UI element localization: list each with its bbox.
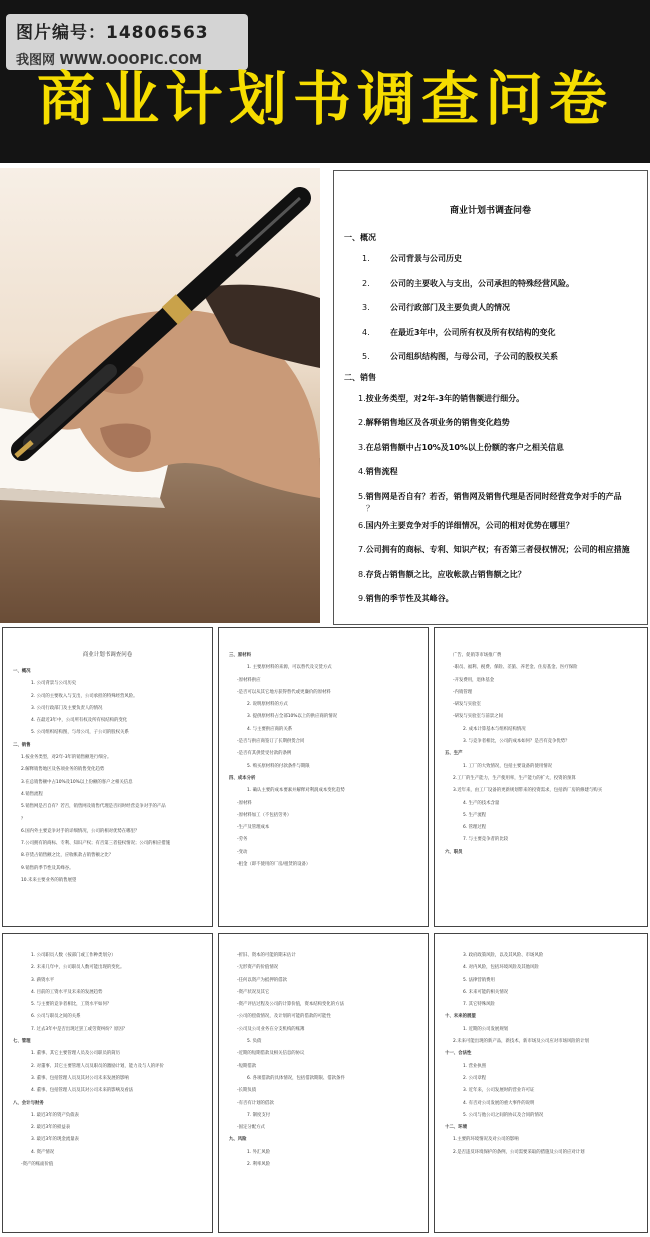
banner-title: 商业计划书调查问卷 <box>36 65 613 133</box>
page-text-line: -是否有其供货受付款的条例 <box>237 751 292 757</box>
list-item <box>362 321 647 346</box>
banner-header <box>0 0 650 163</box>
list-item <box>358 460 647 485</box>
list-item <box>358 514 647 539</box>
page-text-line: 4. 董事、包括管理人员及其对公司未来的影响及看法 <box>31 1088 134 1094</box>
page-text-line: 7. 与主要竞争者的比较 <box>463 837 509 843</box>
page-text-line: 4. 对内风险，包括环境风险及其他风险 <box>463 965 539 971</box>
list-item <box>362 296 647 321</box>
page-text-line: 五、生产 <box>445 751 463 757</box>
page-text-line: 5. 与主要的竞争者相比，工资水平如何？ <box>31 1002 112 1008</box>
item-number: 9. <box>358 594 366 603</box>
doc-title: 商业计划书调查问卷 <box>449 206 531 216</box>
page-title: 商业计划书调查问卷 <box>82 652 133 658</box>
list-item <box>362 247 647 272</box>
item-number: 2. <box>362 278 370 288</box>
page-text-line: 二、销售 <box>13 742 31 748</box>
page-text-line: -劳务 <box>237 837 248 843</box>
page-text-line: 广告、促销等市场推广费 <box>453 653 502 658</box>
item-number: 5. <box>362 352 370 361</box>
item-text: 公司组织结构图，与母公司，子公司的股权关系 <box>389 352 558 361</box>
page-text-line: 1. 主要原材料的来源，可以替代及交货方式 <box>247 665 332 671</box>
page-lines <box>229 950 418 1171</box>
page-text-line: -无形资产的价值情况 <box>237 965 279 971</box>
thumbnail-page-1 <box>2 627 213 927</box>
item-number: 3. <box>362 303 370 312</box>
item-number: 4. <box>362 327 370 337</box>
item-text: 公司行政部门及主要负责人的情况 <box>389 303 510 312</box>
page-text-line: 5. 公司组织结构图，与母公司，子公司的股权关系 <box>31 730 129 736</box>
page-text-line: 1. 确认主要的成本要素并解释对利润成本变化趋势 <box>247 788 345 794</box>
page-lines <box>13 950 202 1171</box>
item-number: 1. <box>358 393 366 403</box>
page-text-line: 3. 政府政策风险，以及其风险、市场风险 <box>463 953 544 958</box>
page-text-line: 5.销售网是否自有？若否，销售网及销售代理是否同时经营竞争对手的产品 <box>21 804 166 810</box>
page-text-line: 2. 成本计算基本与组织结构情况 <box>463 726 526 732</box>
page-text-line: 5. 负债 <box>247 1039 262 1045</box>
page-lines <box>229 650 418 871</box>
page-text-line: -长期负债 <box>237 1088 257 1094</box>
page-text-line: -固定分配方式 <box>237 1125 265 1131</box>
page-text-line: -短期借款 <box>237 1063 257 1069</box>
page-text-line: 4. 在最近3年中，公司所有权及所有权结构的变化 <box>31 718 128 724</box>
page-text-line: -原材料供应 <box>237 677 261 683</box>
item-number: 3. <box>358 442 366 452</box>
watermark-site: 我图网 WWW.OOOPIC.COM <box>16 53 202 68</box>
page-text-line: 3. 与竞争者相比，公司的成本如何？是否有竞争优势？ <box>463 739 570 745</box>
page-text-line: 2. 未来几年中，公司职员人数可能出现的变化。 <box>31 965 125 971</box>
page-text-line: 2.是否违反环境保护的条例，公司需要采取的措施及公司的应对计划 <box>453 1149 585 1155</box>
questionnaire-page-main <box>333 170 648 625</box>
thumbnail-page-4 <box>2 933 213 1233</box>
item-text: 在总销售额中占10%及10%以上份额的客户之相关信息 <box>365 442 564 452</box>
page-text-line: -开发费用，退休基金 <box>453 677 495 683</box>
page-text-line: 1. 公司职员人数（按部门或工作种类划分） <box>31 953 116 958</box>
page-text-line: 2. 公司章程 <box>463 1075 487 1081</box>
thumbnail-page-6 <box>434 933 648 1233</box>
page-text-line: 2.未来可能出现的新产品，新技术，新市场及公司应对市场风险的计划 <box>453 1039 589 1045</box>
list-item <box>358 387 647 412</box>
page-text-line: 6. 管理过程 <box>463 825 487 831</box>
item-number: 5. <box>358 491 366 501</box>
item-text: 公司的主要收入与支出，公司承担的特殊经营风险。 <box>389 278 574 288</box>
thumbnail-page-2 <box>218 627 429 927</box>
section-heading-overview: 一、概况 <box>344 233 376 242</box>
item-number: 1. <box>362 254 370 263</box>
page-text-line: 6.国内外主要竞争对手的详细情况，公司的相对优势在哪里？ <box>21 828 140 834</box>
item-text: 解释销售地区及各项业务的销售变化趋势 <box>365 418 510 427</box>
page-text-line: 十二、环境 <box>445 1125 467 1131</box>
list-item <box>358 411 647 436</box>
page-text-line: 2. 说明原材料的方式 <box>247 702 288 708</box>
page-text-line: 2.工厂的生产能力，生产使用率，生产能力的扩大，投资的预算 <box>453 775 576 781</box>
item-number: 2. <box>358 418 366 427</box>
page-text-line: -内销管理 <box>453 689 473 695</box>
page-text-line: -近期的短期借款及相关信息的协议 <box>237 1051 305 1057</box>
page-text-line: 1.按业务类型，对2年-3年的销售额进行细分。 <box>21 755 112 761</box>
page-text-line: 6. 各项借款的具体情况，包括借款期限、借款条件 <box>247 1075 345 1081</box>
item-number: 7. <box>358 545 366 554</box>
page-text-line: 4. 生产的技术含量 <box>463 800 500 806</box>
page-text-line: 2. 利率风险 <box>247 1162 271 1168</box>
page-text-line: 1. 董事、其它主要管理人员及公司职员的简历 <box>31 1051 121 1057</box>
page-text-line: -研发与实验室 <box>453 702 481 708</box>
page-text-line: 1. 近期的公司发展规划 <box>463 1026 509 1032</box>
page-text-line: -折旧、资本的可能的期末估计 <box>237 953 296 958</box>
page-text-line: 2. 公司的主要收入与支出，公司承担的特殊经营风险。 <box>31 693 138 699</box>
page-text-line: ？ <box>21 816 26 822</box>
page-text-line: 2.解释销售地区及各项业务的销售变化趋势 <box>21 767 105 773</box>
page-text-line: -租金（即不使用的厂房/租赁的设备） <box>237 862 311 868</box>
page-text-line: 1. 最近3年的资产负债表 <box>31 1112 79 1118</box>
page-text-line: -有否有计划的借款 <box>237 1100 274 1106</box>
page-text-line: 1. 营业执照 <box>463 1063 487 1069</box>
page-text-line: -公司及公司业务在分支机构的账簿 <box>237 1026 305 1032</box>
item-text: 公司背景与公司历史 <box>389 254 462 263</box>
list-item <box>358 538 647 563</box>
page-text-line: 4. 有否对公司发展的重大事件的说明 <box>463 1100 535 1106</box>
item-text: 销售的季节性及其峰谷。 <box>365 594 454 603</box>
page-lines <box>445 650 637 859</box>
list-item <box>358 563 647 588</box>
item-text: 在最近3年中，公司所有权及所有权结构的变化 <box>389 327 556 337</box>
page-text-line: 1. 外汇风险 <box>247 1149 271 1155</box>
page-text-line: 九、风险 <box>229 1137 247 1143</box>
page-text-line: 5. 生产流程 <box>463 812 487 818</box>
page-text-line: 10.未来主要业务的销售展望 <box>21 878 77 884</box>
page-lines <box>13 666 202 887</box>
page-text-line: 2. 最近3年的损益表 <box>31 1125 71 1131</box>
page-text-line: 7.公司拥有的商标、专利、知识产权；有否第三者侵权情况；公司的相应措施 <box>21 841 171 847</box>
page-text-line: 4. 与主要供应商的关系 <box>247 726 293 732</box>
item-number: 8. <box>358 569 366 579</box>
item-text: 公司拥有的商标、专利、知识产权；有否第三者侵权情况；公司的相应措施 <box>365 545 630 554</box>
page-text-line: -公司的偿债情况，及计划的可能的借款的可能性 <box>237 1014 331 1020</box>
watermark-id: 图片编号：14806563 <box>16 23 209 43</box>
page-text-line: 6. 未来可能的相关情况 <box>463 989 509 995</box>
page-text-line: 十一、合法性 <box>445 1051 472 1057</box>
page-text-line: 4. 目前的工资水平及未来的发展趋势 <box>31 989 103 995</box>
page-text-line: 5. 法律营销费用 <box>463 977 495 983</box>
list-item <box>358 587 647 612</box>
item-text: 销售网是否自有？若否，销售网及销售代理是否同时经营竞争对手的产品 <box>365 491 622 501</box>
page-text-line: 四、成本分析 <box>229 775 256 781</box>
item-text: 销售流程 <box>365 467 398 476</box>
page-text-line: 3. 董事、包括管理人员及其对公司未来发展的影响 <box>31 1075 129 1081</box>
item-text: 国内外主要竞争对手的详细情况，公司的相对优势在哪里？ <box>365 520 574 530</box>
page-text-line: -资产评估过程及公司的计算价值，资本结构变化的方法 <box>237 1002 344 1008</box>
page-text-line: -职员、福利、税费、保险、差旅、养老金、住房基金、医疗保险 <box>453 665 578 671</box>
page-text-line: 七、管理 <box>13 1039 31 1045</box>
page-text-line: 十、未来的展望 <box>445 1014 476 1020</box>
page-text-line: 7. 过去3年中是否出现过罢工或劳资纠纷？原因？ <box>31 1026 128 1032</box>
item-number: 6. <box>358 520 366 530</box>
page-text-line: -是否可以从其它地方获得替代或更廉价的原材料 <box>237 689 331 695</box>
page-text-line: 1. 公司背景与公司历史 <box>31 681 77 687</box>
section-heading-sales: 二、销售 <box>344 372 376 382</box>
page-text-line: 3. 最近3年的现金流量表 <box>31 1137 79 1143</box>
list-item <box>362 345 647 370</box>
page-text-line: 8.存货占销售额之比，应收帐款占销售额之比？ <box>21 853 114 859</box>
page-text-line: 八、会计与财务 <box>13 1100 44 1106</box>
page-text-line: -研发与实验室与前景之间 <box>453 714 503 720</box>
page-text-line: 1. 工厂的大致情况，包括主要设备的使用情况 <box>463 763 553 769</box>
page-text-line: -原材料加工（不包括劳务） <box>237 812 292 818</box>
page-text-line: 9.销售的季节性及其峰谷。 <box>21 865 74 871</box>
list-item <box>358 436 647 461</box>
page-text-line: 5. 购买原材料的付款条件与期限 <box>247 763 310 769</box>
page-text-line: 3.在总销售额中占10%及10%以上份额的客户之相关信息 <box>21 779 133 785</box>
page-text-line: 5. 公司与他公司之间的协议及合同的情况 <box>463 1112 544 1118</box>
thumbnail-page-5 <box>218 933 429 1233</box>
page-text-line: 3. 公司行政部门及主要负责人的情况 <box>31 705 103 711</box>
page-text-line: 三、原材料 <box>229 653 251 658</box>
page-text-line: 4. 资产情况 <box>31 1149 55 1155</box>
item-text: 按业务类型，对2年-3年的销售额进行细分。 <box>365 393 525 403</box>
page-text-line: 7. 制度支付 <box>247 1112 271 1118</box>
page-text-line: -资产的账面价值 <box>21 1162 54 1168</box>
page-text-line: 7. 其它特殊风险 <box>463 1002 495 1008</box>
page-text-line: 3. 近年来，公司发展时的营业许可证 <box>463 1088 535 1094</box>
thumbnail-page-3 <box>434 627 648 927</box>
page-text-line: 2. 对董事、其它主要管理人员及职员的激励计划，能力及与人的评价 <box>31 1063 164 1069</box>
page-text-line: 1.主要的环境情况及对公司的影响 <box>453 1137 519 1143</box>
page-text-line: -资产状况及其它 <box>237 989 270 995</box>
list-item <box>362 272 647 297</box>
pen-hand-photo <box>0 168 320 623</box>
item-continuation: ？ <box>366 503 374 513</box>
page-text-line: 3.近年来，由工厂设备的更新规划带来的投资需求，包括新厂房的修建与购买 <box>453 788 603 794</box>
page-text-line: 3. 提供原材料占全部10%以上的供应商的情况 <box>247 714 337 720</box>
page-text-line: 3. 薪资水平 <box>31 977 55 983</box>
page-lines <box>445 950 637 1159</box>
page-text-line: -原材料 <box>237 800 252 806</box>
page-text-line: 六、职员 <box>445 849 463 855</box>
page-text-line: -变动 <box>237 849 248 855</box>
page-text-line: -任何以资产为抵押的借款 <box>237 977 287 983</box>
page-text-line: -是否与供应商签订了长期供货合同 <box>237 739 305 745</box>
pen-hand-illustration <box>0 168 320 623</box>
page-text-line: 一、概况 <box>13 669 31 674</box>
page-text-line: 4.销售流程 <box>21 791 43 797</box>
page-text-line: -生产及管理成本 <box>237 825 270 831</box>
page-text-line: 6. 公司与职员之间的关系 <box>31 1014 81 1020</box>
item-text: 存货占销售额之比，应收帐款占销售额之比？ <box>365 569 526 579</box>
list-item <box>358 490 647 504</box>
item-number: 4. <box>358 467 366 476</box>
